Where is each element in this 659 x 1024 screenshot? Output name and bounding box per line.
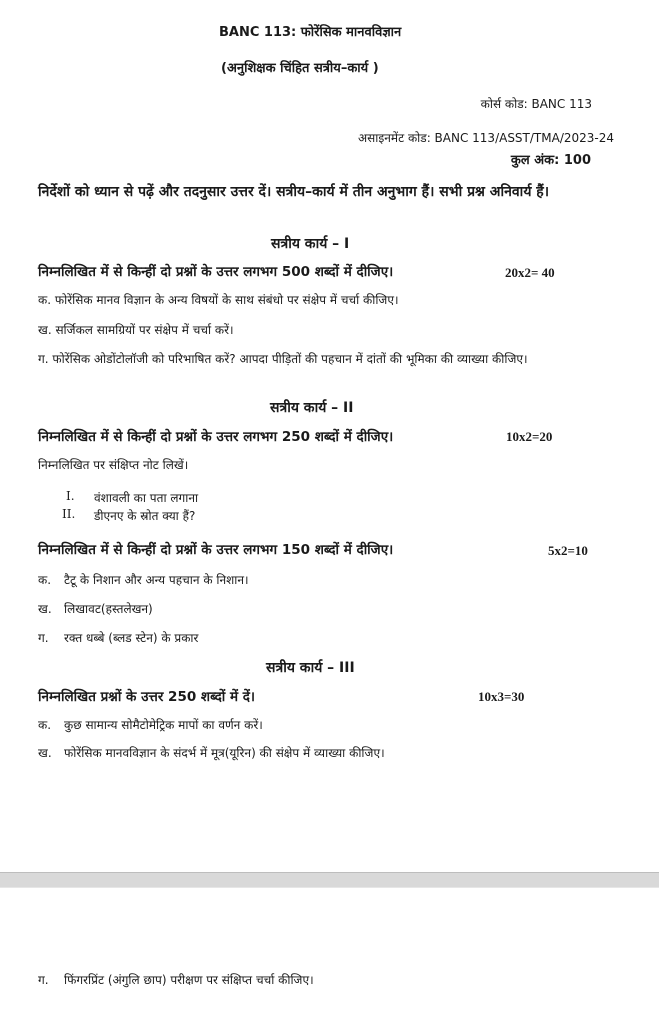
section-3-instruction: निम्नलिखित प्रश्नों के उत्तर 250 शब्दों में दें। xyxy=(38,689,256,705)
question-3a: कुछ सामान्य सोमैटोमेट्रिक मापों का वर्णन करें। xyxy=(64,718,263,732)
question-1c: ग. फोरेंसिक ओडोंटोलॉजी को परिभाषित करें? आपदा पीड़ितों की पहचान में दांतों की भूमिका की व्याख्या कीजिए। xyxy=(38,352,528,366)
page-subtitle: (अनुशिक्षक चिंहित सत्रीय–कार्य ) xyxy=(221,61,379,76)
section-1-instruction: निम्नलिखित में से किन्हीं दो प्रश्नों के उत्तर लगभग 500 शब्दों में दीजिए। xyxy=(38,264,394,280)
list-item: डीएनए के स्रोत क्या हैं? xyxy=(94,509,196,523)
list-item-number: II. xyxy=(62,507,76,521)
section-3-heading: सत्रीय कार्य – III xyxy=(266,660,355,676)
assignment-code: असाइनमेंट कोड: BANC 113/ASST/TMA/2023-24 xyxy=(357,131,614,145)
section-2-instruction-2: निम्नलिखित में से किन्हीं दो प्रश्नों के उत्तर लगभग 150 शब्दों में दीजिए। xyxy=(38,542,394,558)
section-2-marks-2: 5x2=10 xyxy=(548,543,588,558)
question-label: क. xyxy=(38,573,52,587)
short-note-instruction: निम्नलिखित पर संक्षिप्त नोट लिखें। xyxy=(38,458,189,472)
question-3b: फोरेंसिक मानवविज्ञान के संदर्भ में मूत्र(यूरिन) की संक्षेप में व्याख्या कीजिए। xyxy=(64,746,385,760)
course-code: कोर्स कोड: BANC 113 xyxy=(480,97,592,111)
question-label: ग. xyxy=(38,973,49,987)
question-label: ख. xyxy=(38,746,52,760)
list-item-number: I. xyxy=(66,489,75,503)
instructions: निर्देशों को ध्यान से पढ़ें और तदनुसार उत्तर दें। सत्रीय–कार्य में तीन अनुभाग हैं। सभी प्रश्न अनिवार्य हैं। xyxy=(38,184,550,200)
section-3-marks: 10x3=30 xyxy=(478,689,525,704)
question-label: ग. xyxy=(38,631,49,645)
section-2-instruction: निम्नलिखित में से किन्हीं दो प्रश्नों के उत्तर लगभग 250 शब्दों में दीजिए। xyxy=(38,429,394,445)
question-1a: क. फोरेंसिक मानव विज्ञान के अन्य विषयों के साथ संबंधो पर संक्षेप में चर्चा कीजिए। xyxy=(38,293,399,307)
list-item: वंशावली का पता लगाना xyxy=(94,491,199,505)
question-label: क. xyxy=(38,718,52,732)
question-2a: टैटू के निशान और अन्य पहचान के निशान। xyxy=(64,573,249,587)
question-2c: रक्त धब्बे (ब्लड स्टेन) के प्रकार xyxy=(64,631,199,645)
question-label: ख. xyxy=(38,602,52,616)
total-marks: कुल अंक: 100 xyxy=(510,153,591,168)
section-2-heading: सत्रीय कार्य – II xyxy=(270,400,354,416)
page-separator xyxy=(0,872,659,888)
page-title: BANC 113: फोरेंसिक मानवविज्ञान xyxy=(219,25,402,40)
section-2-marks: 10x2=20 xyxy=(506,429,553,444)
question-page-2: फिंगरप्रिंट (अंगुलि छाप) परीक्षण पर संक्षिप्त चर्चा कीजिए। xyxy=(64,973,314,987)
section-1-marks: 20x2= 40 xyxy=(505,265,555,280)
question-2b: लिखावट(हस्तलेखन) xyxy=(64,602,153,616)
question-1b: ख. सर्जिकल सामग्रियों पर संक्षेप में चर्चा करें। xyxy=(38,323,234,337)
section-1-heading: सत्रीय कार्य – I xyxy=(271,236,350,252)
